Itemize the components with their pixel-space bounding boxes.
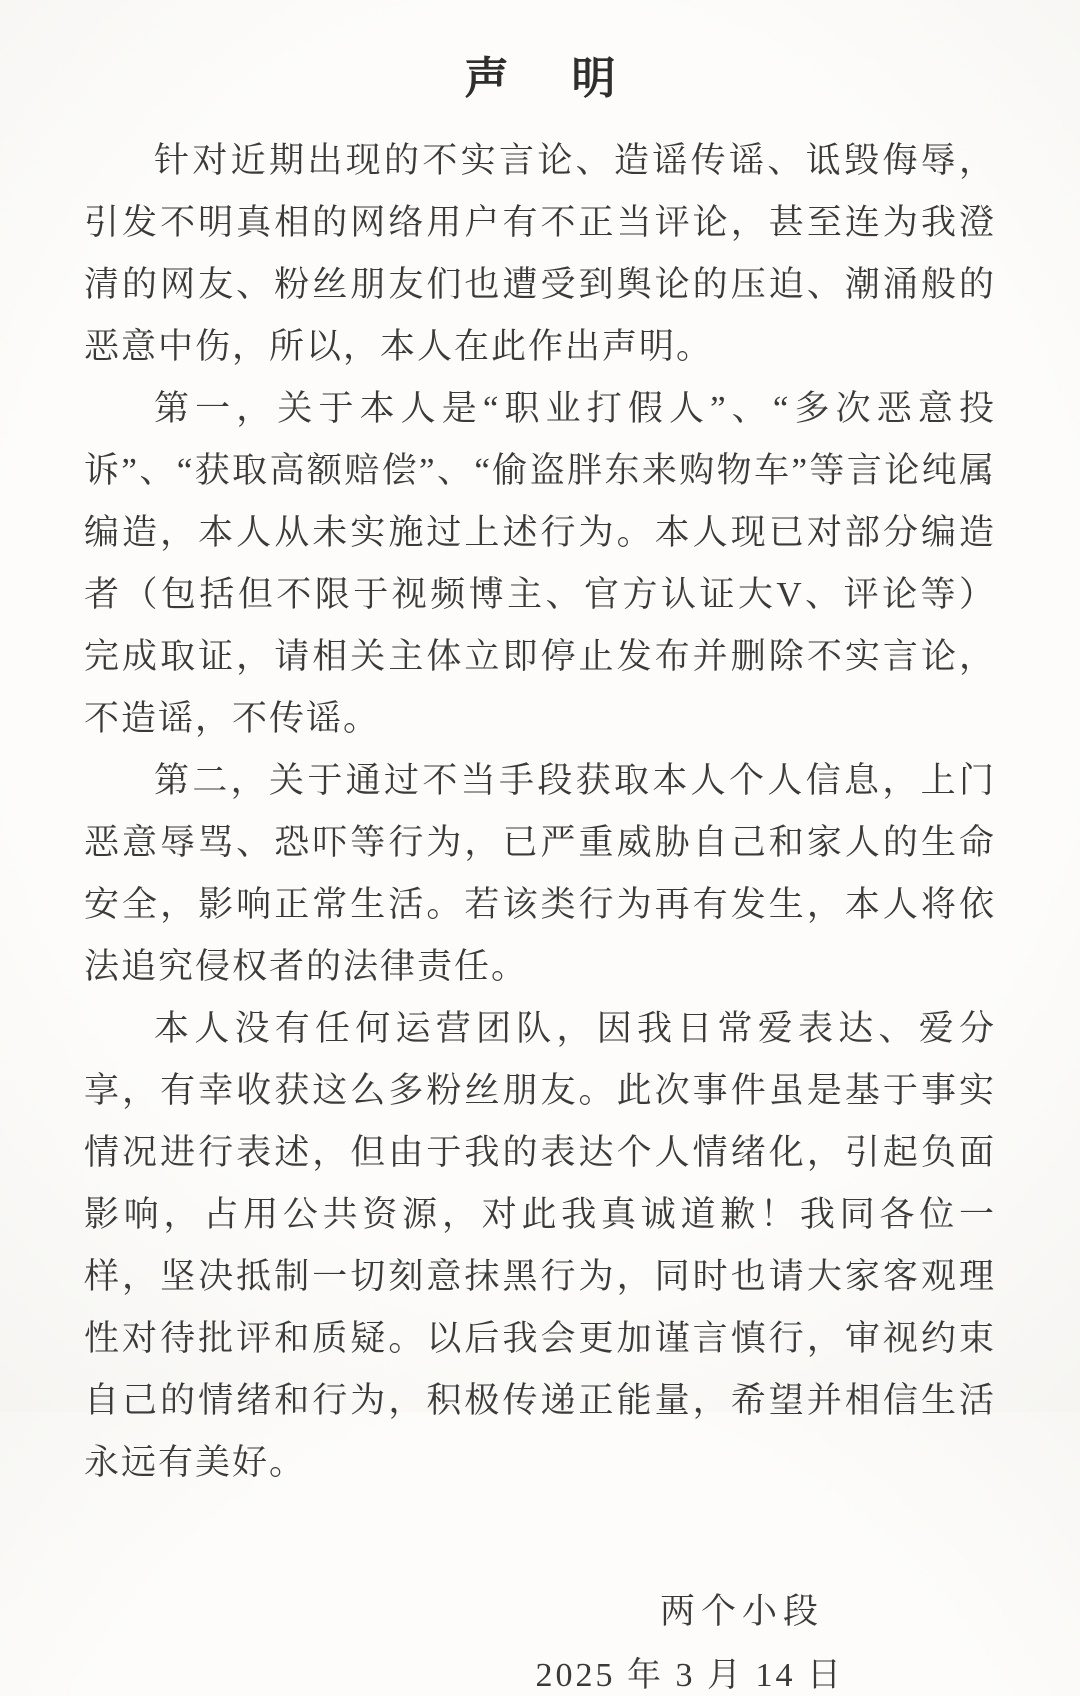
statement-body: [84, 130, 996, 1494]
statement-paragraph-1: 针对近期出现的不实言论、造谣传谣、诋毁侮辱，引发不明真相的网络用户有不正当评论，甚至连为我澄清的网友、粉丝朋友们也遭受到舆论的压迫、潮涌般的恶意中伤，所以，本人在此作出声明。: [84, 141, 996, 366]
statement-footer: [84, 1590, 996, 1696]
statement-paragraph-2: 第一，关于本人是“职业打假人”、“多次恶意投诉”、“获取高额赔偿”、“偷盗胖东来购物车”等言论纯属编造，本人从未实施过上述行为。本人现已对部分编造者（包括但不限于视频博主、官方认证大V、评论等）完成取证，请相关主体立即停止发布并删除不实言论，不造谣，不传谣。: [84, 389, 996, 738]
statement-paragraph-4: 本人没有任何运营团队，因我日常爱表达、爱分享，有幸收获这么多粉丝朋友。此次事件虽是基于事实情况进行表述，但由于我的表达个人情绪化，引起负面影响，占用公共资源，对此我真诚道歉！我同各位一样，坚决抵制一切刻意抹黑行为，同时也请大家客观理性对待批评和质疑。以后我会更加谨言慎行，审视约束自己的情绪和行为，积极传递正能量，希望并相信生活永远有美好。: [84, 1009, 996, 1482]
signature: 两个小段: [659, 1592, 824, 1631]
statement-date: 2025 年 3 月 14 日: [535, 1657, 844, 1694]
statement-paragraph-3: 第二，关于通过不当手段获取本人个人信息，上门恶意辱骂、恐吓等行为，已严重威胁自己和家人的生命安全，影响正常生活。若该类行为再有发生，本人将依法追究侵权者的法律责任。: [84, 761, 996, 986]
statement-title: 声 明: [464, 54, 642, 103]
